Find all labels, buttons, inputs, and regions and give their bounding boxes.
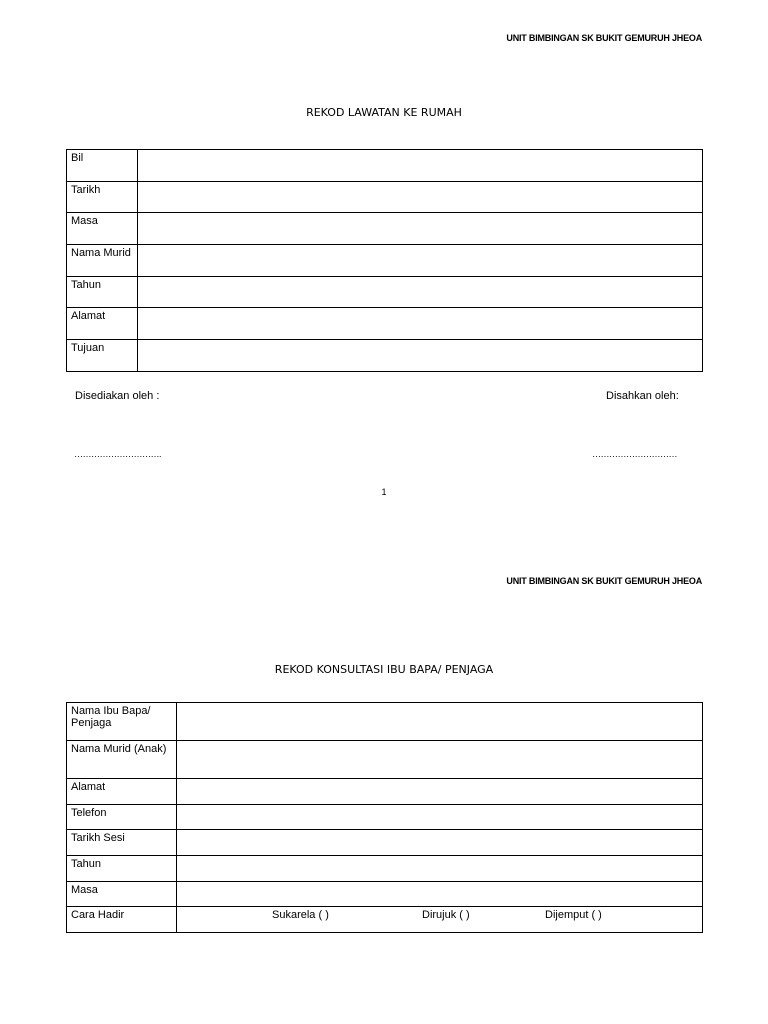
row-value-nama-murid-anak[interactable] xyxy=(177,741,703,779)
page1-header: UNIT BIMBINGAN SK BUKIT GEMURUH JHEOA xyxy=(506,33,702,43)
table-row xyxy=(67,703,703,741)
prepared-signature-line: …………………………. xyxy=(74,449,162,459)
row-value-nama-ibu-bapa[interactable] xyxy=(177,703,703,741)
row-label-cara-hadir: Cara Hadir xyxy=(67,907,177,933)
row-value-masa[interactable] xyxy=(177,882,703,907)
page1-title: REKOD LAWATAN KE RUMAH xyxy=(306,106,462,119)
row-value-tujuan[interactable] xyxy=(138,340,703,372)
row-value-tahun[interactable] xyxy=(138,277,703,308)
page2-title: REKOD KONSULTASI IBU BAPA/ PENJAGA xyxy=(274,663,494,676)
row-label-tahun: Tahun xyxy=(67,856,177,882)
option-sukarela[interactable]: Sukarela ( ) xyxy=(272,909,329,921)
row-value-tarikh-sesi[interactable] xyxy=(177,830,703,856)
page2-header: UNIT BIMBINGAN SK BUKIT GEMURUH JHEOA xyxy=(506,576,702,586)
prepared-by-label: Disediakan oleh : xyxy=(75,390,160,402)
attendance-options xyxy=(177,907,703,933)
table-row xyxy=(67,830,703,856)
row-value-tarikh[interactable] xyxy=(138,182,703,213)
table-row xyxy=(67,907,703,933)
row-label-alamat: Alamat xyxy=(67,308,138,340)
table-row xyxy=(67,779,703,805)
page-number: 1 xyxy=(381,487,387,497)
row-value-nama-murid[interactable] xyxy=(138,245,703,277)
table-row xyxy=(67,277,703,308)
row-value-masa[interactable] xyxy=(138,213,703,245)
table-row xyxy=(67,308,703,340)
row-label-bil: Bil xyxy=(67,150,138,182)
row-label-telefon: Telefon xyxy=(67,805,177,830)
parent-consultation-table xyxy=(66,702,703,933)
table-row xyxy=(67,340,703,372)
row-label-tujuan: Tujuan xyxy=(67,340,138,372)
table-row xyxy=(67,150,703,182)
table-row xyxy=(67,805,703,830)
row-value-alamat[interactable] xyxy=(177,779,703,805)
row-label-masa: Masa xyxy=(67,882,177,907)
row-label-alamat: Alamat xyxy=(67,779,177,805)
table-row xyxy=(67,245,703,277)
row-value-tahun[interactable] xyxy=(177,856,703,882)
table-row xyxy=(67,882,703,907)
table-row xyxy=(67,856,703,882)
table-row xyxy=(67,741,703,779)
approved-by-label: Disahkan oleh: xyxy=(606,390,679,402)
row-label-nama-murid-anak: Nama Murid (Anak) xyxy=(67,741,177,779)
row-label-tahun: Tahun xyxy=(67,277,138,308)
option-dirujuk[interactable]: Dirujuk ( ) xyxy=(422,909,470,921)
approved-signature-line: ………………………… xyxy=(592,449,677,459)
row-value-alamat[interactable] xyxy=(138,308,703,340)
home-visit-table xyxy=(66,149,703,372)
row-label-masa: Masa xyxy=(67,213,138,245)
option-dijemput[interactable]: Dijemput ( ) xyxy=(545,909,602,921)
table-row xyxy=(67,213,703,245)
table-row xyxy=(67,182,703,213)
row-value-bil[interactable] xyxy=(138,150,703,182)
row-value-telefon[interactable] xyxy=(177,805,703,830)
row-label-tarikh: Tarikh xyxy=(67,182,138,213)
row-label-nama-murid: Nama Murid xyxy=(67,245,138,277)
row-label-nama-ibu-bapa: Nama Ibu Bapa/ Penjaga xyxy=(67,703,177,741)
row-label-tarikh-sesi: Tarikh Sesi xyxy=(67,830,177,856)
